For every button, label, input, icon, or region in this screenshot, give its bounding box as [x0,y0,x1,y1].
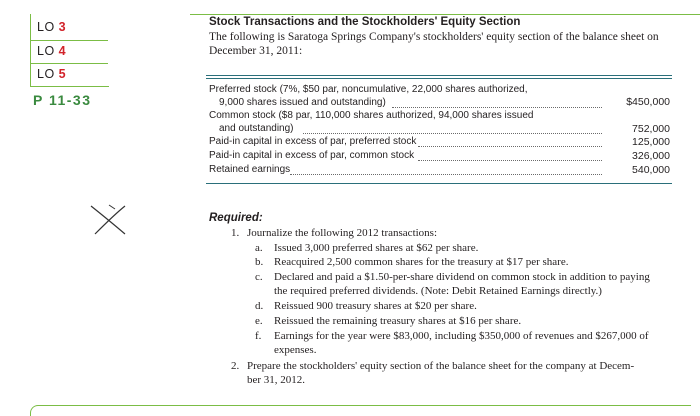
table-amount: 125,000 [632,136,670,148]
table-row-text: Retained earnings [209,164,291,175]
item-text: Prepare the stockholders' equity section of the balance sheet for the company at Decem- [247,360,635,372]
table-row-text: Common stock ($8 par, 110,000 shares authorized, 94,000 shares issued [209,110,534,121]
subitem-text: Reacquired 2,500 common shares for the treasury at $17 per share. [274,256,569,268]
subitem-text: Earnings for the year were $83,000, including $350,000 of revenues and $267,000 of [274,330,649,342]
subitem-letter: c. [255,271,263,283]
table-row-text: Paid-in capital in excess of par, common stock [209,150,415,161]
subitem-letter: b. [255,256,264,268]
leader-dots [303,133,602,134]
leader-dots [392,107,602,108]
table-amount: 326,000 [632,150,670,162]
table-row-text: Preferred stock (7%, $50 par, noncumulative, 22,000 shares authorized, [209,84,528,95]
subitem-text: the required preferred dividends. (Note: Debit Retained Earnings directly.) [274,285,602,297]
table-top-rule [206,75,672,76]
learning-objective-5: LO 5 [37,67,67,81]
table-bottom-rule [206,183,672,184]
item-text: Journalize the following 2012 transactions: [247,227,438,239]
leader-dots [418,146,602,147]
table-row-text: Paid-in capital in excess of par, preferred stock [209,136,417,147]
lo-divider [30,40,108,41]
table-top-rule [206,78,672,79]
subitem-text: Declared and paid a $1.50-per-share dividend on common stock in addition to paying [274,271,650,283]
subitem-letter: a. [255,242,263,254]
item-text: ber 31, 2012. [247,374,306,386]
subitem-letter: f. [255,330,262,342]
table-amount: 752,000 [632,123,670,135]
table-row-text: and outstanding) [219,123,294,134]
item-number: 1. [231,227,240,239]
next-problem-border [30,405,691,416]
subitem-text: Issued 3,000 preferred shares at $62 per share. [274,242,479,254]
handwritten-x-mark [85,200,135,238]
subitem-letter: e. [255,315,263,327]
problem-title: Stock Transactions and the Stockholders' Equity Section [209,16,521,28]
subitem-text: Reissued 900 treasury shares at $20 per share. [274,300,477,312]
table-amount: $450,000 [626,96,670,108]
subitem-text: Reissued the remaining treasury shares at $16 per share. [274,315,522,327]
learning-objective-3: LO 3 [37,20,67,34]
table-amount: 540,000 [632,164,670,176]
subitem-text: expenses. [274,344,317,356]
required-heading: Required: [209,212,263,224]
leader-dots [290,174,602,175]
learning-objective-4: LO 4 [37,44,67,58]
lo-divider [30,63,108,64]
problem-number: P 11-33 [33,92,92,108]
leader-dots [418,160,602,161]
header-rule [190,14,700,15]
item-number: 2. [231,360,240,372]
subitem-letter: d. [255,300,264,312]
problem-intro: The following is Saratoga Springs Company's stockholders' equity section of the balance sheet on December 31, 2011: [209,31,659,57]
table-row-text: 9,000 shares issued and outstanding) [219,97,386,108]
